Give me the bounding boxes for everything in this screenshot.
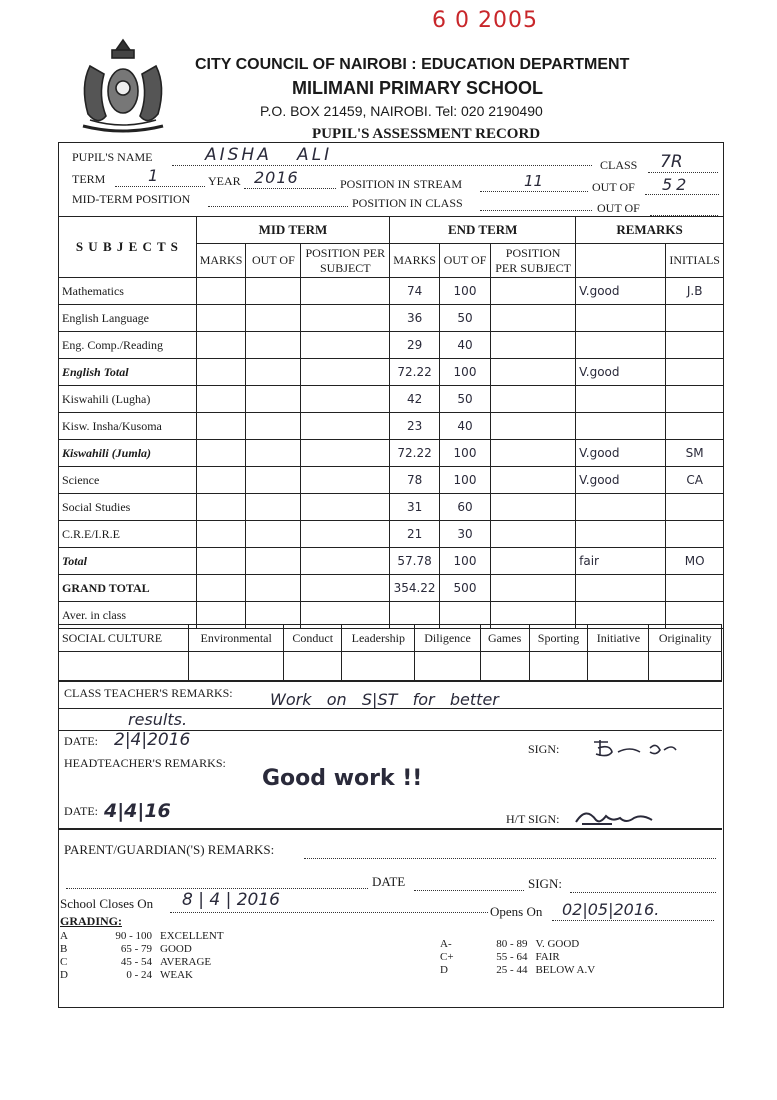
mid-out-of-cell — [246, 305, 301, 332]
class-teacher-remark-1: Work on S|ST for better — [270, 690, 499, 709]
parent-sign-label: SIGN: — [528, 876, 562, 891]
social-culture-table — [58, 624, 722, 682]
subject-name: Kisw. Insha/Kusoma — [59, 413, 197, 440]
grading-left — [60, 930, 280, 982]
subject-name: Eng. Comp./Reading — [59, 332, 197, 359]
social-culture-cell — [284, 652, 342, 682]
grade-row — [60, 969, 280, 982]
headteacher-label: HEADTEACHER'S REMARKS: — [64, 756, 226, 770]
reference-number: 6 0 2005 — [432, 8, 538, 33]
social-culture-cell — [415, 652, 480, 682]
end-marks-cell: 57.78 — [390, 548, 440, 575]
subject-name: Social Studies — [59, 494, 197, 521]
closes-line — [170, 912, 488, 913]
class-position-label: POSITION IN CLASS — [352, 196, 463, 210]
class-teacher-sign-label: SIGN: — [528, 742, 560, 756]
class-label: CLASS — [600, 158, 638, 172]
remark-cell — [576, 521, 666, 548]
end-marks-cell: 29 — [390, 332, 440, 359]
remark-cell — [576, 494, 666, 521]
year-value: 2016 — [254, 168, 299, 187]
class-teacher-signature-icon — [590, 734, 680, 760]
grade-row — [440, 964, 640, 977]
mid-position-cell — [301, 305, 390, 332]
midterm-position-line — [208, 206, 348, 207]
end-out-of-cell: 40 — [439, 332, 490, 359]
class-teacher-date-label: DATE: — [64, 734, 98, 748]
grade-desc: V. GOOD — [535, 938, 580, 950]
mid-position-cell — [301, 494, 390, 521]
end-marks-header: MARKS — [390, 244, 440, 278]
council-title: CITY COUNCIL OF NAIROBI : EDUCATION DEPARTMENT — [195, 56, 630, 73]
grade-desc: GOOD — [160, 943, 192, 955]
out-of-line — [645, 194, 719, 195]
grade-desc: AVERAGE — [160, 956, 212, 968]
grade-range: 80 - 89 — [496, 938, 528, 950]
subject-name: Mathematics — [59, 278, 197, 305]
parent-sign-line — [570, 892, 716, 893]
term-value: 1 — [148, 166, 159, 185]
subject-name: Science — [59, 467, 197, 494]
end-marks-cell: 23 — [390, 413, 440, 440]
grade-range: 25 - 44 — [496, 964, 528, 976]
end-out-of-cell: 50 — [439, 386, 490, 413]
mid-marks-cell — [196, 386, 246, 413]
mid-marks-cell — [196, 467, 246, 494]
remark-cell: V.good — [576, 359, 666, 386]
grade-grade: D — [440, 964, 448, 976]
table-row — [59, 332, 724, 359]
stream-value: 11 — [524, 172, 544, 190]
out-of-label: OUT OF — [592, 180, 635, 194]
subject-name: Kiswahili (Lugha) — [59, 386, 197, 413]
end-out-of-cell: 100 — [439, 467, 490, 494]
remark-cell — [576, 386, 666, 413]
class-teacher-date-value: 2|4|2016 — [114, 730, 191, 750]
remark-cell — [576, 413, 666, 440]
social-culture-cell — [342, 652, 415, 682]
grade-grade: B — [60, 943, 68, 955]
end-out-of-cell: 60 — [439, 494, 490, 521]
headteacher-sign-label: H/T SIGN: — [506, 812, 560, 826]
record-title: PUPIL'S ASSESSMENT RECORD — [312, 126, 541, 142]
end-marks-cell: 72.22 — [390, 440, 440, 467]
end-position-cell — [491, 440, 576, 467]
mid-out-of-cell — [246, 494, 301, 521]
class-teacher-remark-2: results. — [128, 710, 188, 729]
end-out-of-cell: 50 — [439, 305, 490, 332]
end-out-of-cell: 40 — [439, 413, 490, 440]
class-teacher-line-1 — [58, 708, 722, 709]
subject-name: Aver. in class — [59, 602, 197, 629]
mid-position-cell — [301, 548, 390, 575]
out-of-label-2: OUT OF — [597, 201, 640, 215]
pupil-name-label: PUPIL'S NAME — [72, 150, 153, 164]
table-row — [59, 386, 724, 413]
mid-out-of-cell — [246, 548, 301, 575]
end-marks-cell: 78 — [390, 467, 440, 494]
end-position-header: POSITION PER SUBJECT — [491, 244, 576, 278]
remarks-subheader — [576, 244, 666, 278]
social-culture-cell — [529, 652, 588, 682]
grade-range: 45 - 54 — [120, 956, 152, 968]
year-label: YEAR — [208, 174, 241, 188]
end-position-cell — [491, 332, 576, 359]
midterm-position-label: MID-TERM POSITION — [72, 192, 191, 206]
initials-cell — [666, 521, 724, 548]
mid-marks-cell — [196, 494, 246, 521]
remark-cell — [576, 575, 666, 602]
grade-row — [60, 930, 280, 943]
initials-cell — [666, 332, 724, 359]
grade-desc: EXCELLENT — [160, 930, 224, 942]
remarks-header: REMARKS — [576, 217, 724, 244]
grade-grade: C+ — [440, 951, 454, 963]
mid-marks-cell — [196, 305, 246, 332]
mid-position-cell — [301, 467, 390, 494]
term-line — [115, 186, 205, 187]
mid-position-cell — [301, 413, 390, 440]
grade-desc: FAIR — [535, 951, 560, 963]
grade-range: 90 - 100 — [115, 930, 152, 942]
subject-name: C.R.E/I.R.E — [59, 521, 197, 548]
social-culture-column: Leadership — [342, 625, 415, 652]
year-line — [244, 188, 336, 189]
end-marks-cell: 21 — [390, 521, 440, 548]
pupil-name-line — [172, 165, 592, 166]
social-culture-column: Diligence — [415, 625, 480, 652]
headteacher-remark: Good work !! — [262, 766, 423, 791]
table-row — [59, 440, 724, 467]
initials-cell — [666, 575, 724, 602]
headteacher-date-value: 4|4|16 — [104, 800, 171, 822]
parent-line-1 — [304, 858, 716, 859]
end-out-of-cell: 100 — [439, 548, 490, 575]
out-of-value: 52 — [662, 175, 691, 194]
mid-marks-cell — [196, 332, 246, 359]
end-marks-cell: 31 — [390, 494, 440, 521]
initials-cell — [666, 359, 724, 386]
grade-grade: A- — [440, 938, 452, 950]
table-row — [59, 521, 724, 548]
grade-row — [60, 943, 280, 956]
headteacher-signature-icon — [572, 802, 662, 830]
end-position-cell — [491, 413, 576, 440]
end-out-of-cell: 500 — [439, 575, 490, 602]
class-value: 7R — [660, 152, 683, 172]
grade-grade: D — [60, 969, 68, 981]
opens-label: Opens On — [490, 904, 543, 919]
end-position-cell — [491, 386, 576, 413]
mid-marks-cell — [196, 413, 246, 440]
class-line — [648, 172, 718, 173]
social-culture-column: Sporting — [529, 625, 588, 652]
grade-row — [60, 956, 280, 969]
grade-grade: C — [60, 956, 68, 968]
table-row — [59, 548, 724, 575]
mid-position-cell — [301, 575, 390, 602]
parent-label: PARENT/GUARDIAN('S) REMARKS: — [64, 842, 275, 857]
remark-cell — [576, 332, 666, 359]
subject-name: Kiswahili (Jumla) — [59, 440, 197, 467]
mid-position-header: POSITION PER SUBJECT — [301, 244, 390, 278]
social-culture-column: Environmental — [189, 625, 284, 652]
school-address: P.O. BOX 21459, NAIROBI. Tel: 020 2190490 — [260, 103, 543, 119]
subject-name: Total — [59, 548, 197, 575]
remark-cell — [576, 305, 666, 332]
end-position-cell — [491, 278, 576, 305]
end-position-cell — [491, 494, 576, 521]
end-position-cell — [491, 575, 576, 602]
table-row — [59, 359, 724, 386]
social-culture-column: Conduct — [284, 625, 342, 652]
initials-cell — [666, 305, 724, 332]
grade-desc: WEAK — [160, 969, 193, 981]
grade-grade: A — [60, 930, 68, 942]
end-marks-cell: 42 — [390, 386, 440, 413]
opens-value: 02|05|2016. — [562, 900, 660, 919]
stream-line — [480, 191, 588, 192]
end-marks-cell: 354.22 — [390, 575, 440, 602]
mid-position-cell — [301, 386, 390, 413]
end-marks-cell: 74 — [390, 278, 440, 305]
initials-cell — [666, 386, 724, 413]
class-position-line — [480, 210, 592, 211]
remark-cell: fair — [576, 548, 666, 575]
end-marks-cell: 36 — [390, 305, 440, 332]
social-culture-cell — [588, 652, 649, 682]
table-row — [59, 494, 724, 521]
grade-range: 55 - 64 — [496, 951, 528, 963]
end-position-cell — [491, 305, 576, 332]
social-culture-label: SOCIAL CULTURE — [59, 625, 189, 652]
grading-title: GRADING: — [60, 914, 122, 928]
coat-of-arms-icon — [68, 36, 178, 138]
class-teacher-box — [58, 680, 722, 682]
term-label: TERM — [72, 172, 106, 186]
remark-cell: V.good — [576, 467, 666, 494]
mid-marks-cell — [196, 575, 246, 602]
end-out-of-cell: 30 — [439, 521, 490, 548]
mid-out-of-cell — [246, 521, 301, 548]
table-row — [59, 305, 724, 332]
stream-label: POSITION IN STREAM — [340, 177, 463, 191]
mid-out-of-cell — [246, 467, 301, 494]
end-position-cell — [491, 548, 576, 575]
grade-row — [440, 951, 640, 964]
end-out-of-cell: 100 — [439, 278, 490, 305]
subjects-body — [59, 278, 724, 629]
mid-marks-cell — [196, 548, 246, 575]
class-teacher-label: CLASS TEACHER'S REMARKS: — [64, 686, 233, 700]
remark-cell: V.good — [576, 278, 666, 305]
grading-right — [440, 938, 640, 977]
mid-position-cell — [301, 332, 390, 359]
social-culture-blank — [59, 652, 189, 682]
mid-out-of-cell — [246, 386, 301, 413]
subject-name: English Language — [59, 305, 197, 332]
social-culture-cell — [480, 652, 529, 682]
mid-marks-cell — [196, 521, 246, 548]
mid-marks-cell — [196, 440, 246, 467]
table-row — [59, 413, 724, 440]
social-culture-column: Games — [480, 625, 529, 652]
subjects-header: S U B J E C T S — [59, 217, 197, 278]
parent-date-line — [414, 890, 524, 891]
social-culture-column: Initiative — [588, 625, 649, 652]
social-culture-cell — [189, 652, 284, 682]
initials-cell: CA — [666, 467, 724, 494]
table-row — [59, 575, 724, 602]
mid-marks-header: MARKS — [196, 244, 246, 278]
mid-marks-cell — [196, 278, 246, 305]
mid-out-of-cell — [246, 332, 301, 359]
end-position-cell — [491, 359, 576, 386]
end-position-cell — [491, 467, 576, 494]
mid-position-cell — [301, 359, 390, 386]
end-term-header: END TERM — [390, 217, 576, 244]
initials-cell — [666, 494, 724, 521]
subject-name: English Total — [59, 359, 197, 386]
social-culture-cell — [649, 652, 722, 682]
pupil-name-value: AISHA ALI — [205, 145, 333, 165]
mid-marks-cell — [196, 359, 246, 386]
end-marks-cell: 72.22 — [390, 359, 440, 386]
school-name: MILIMANI PRIMARY SCHOOL — [292, 78, 543, 98]
grade-row — [440, 938, 640, 951]
mid-position-cell — [301, 521, 390, 548]
initials-cell: SM — [666, 440, 724, 467]
mid-out-of-cell — [246, 413, 301, 440]
mid-out-of-cell — [246, 575, 301, 602]
parent-date-label: DATE — [372, 874, 406, 889]
end-position-cell — [491, 521, 576, 548]
mid-out-of-cell — [246, 359, 301, 386]
mid-out-of-header: OUT OF — [246, 244, 301, 278]
opens-line — [552, 920, 714, 921]
mid-position-cell — [301, 278, 390, 305]
initials-header: INITIALS — [666, 244, 724, 278]
closes-value: 8 | 4 | 2016 — [182, 890, 280, 910]
grade-range: 65 - 79 — [120, 943, 152, 955]
subject-name: GRAND TOTAL — [59, 575, 197, 602]
initials-cell — [666, 413, 724, 440]
grade-range: 0 - 24 — [126, 969, 152, 981]
end-out-of-header: OUT OF — [439, 244, 490, 278]
table-row — [59, 278, 724, 305]
table-row — [59, 467, 724, 494]
headteacher-date-label: DATE: — [64, 804, 98, 818]
end-out-of-cell: 100 — [439, 359, 490, 386]
initials-cell: J.B — [666, 278, 724, 305]
remark-cell: V.good — [576, 440, 666, 467]
mid-position-cell — [301, 440, 390, 467]
mid-out-of-cell — [246, 278, 301, 305]
social-culture-column: Originality — [649, 625, 722, 652]
mid-term-header: MID TERM — [196, 217, 390, 244]
closes-label: School Closes On — [60, 896, 154, 911]
mid-out-of-cell — [246, 440, 301, 467]
initials-cell: MO — [666, 548, 724, 575]
parent-line-2 — [66, 888, 368, 889]
grade-desc: BELOW A.V — [535, 964, 596, 976]
marks-table — [58, 216, 724, 629]
end-out-of-cell: 100 — [439, 440, 490, 467]
